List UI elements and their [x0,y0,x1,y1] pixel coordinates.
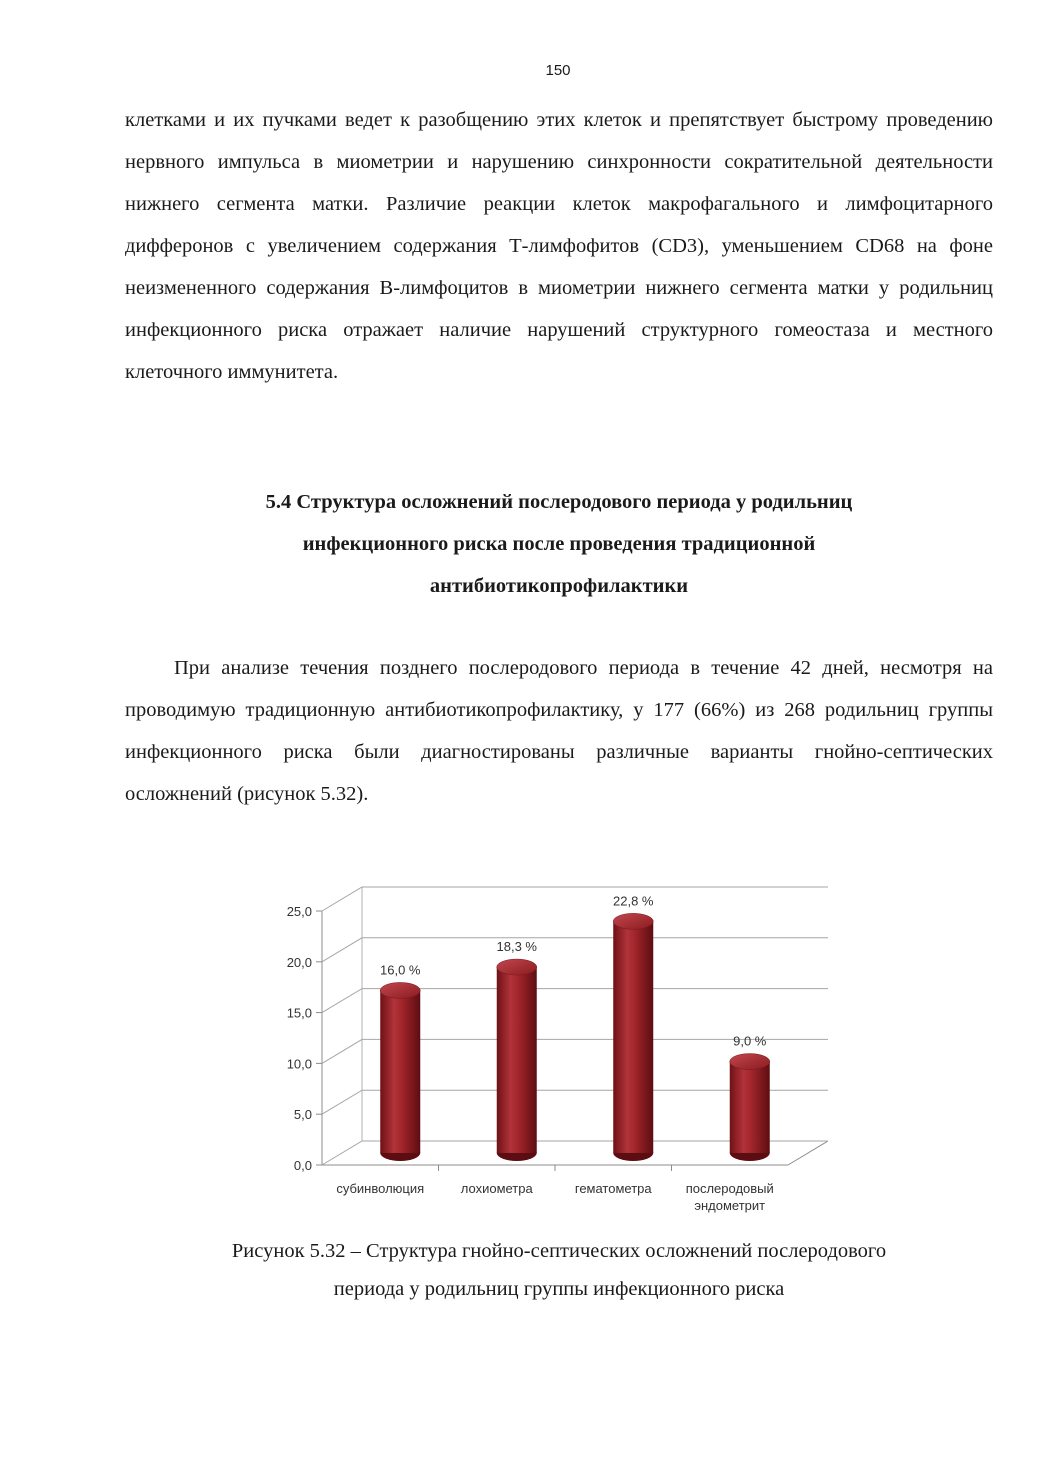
bar-data-label: 9,0 % [733,1033,767,1049]
bar-data-label: 16,0 % [380,962,421,978]
chart-bar [497,959,537,1161]
body-paragraph-2 [125,647,993,815]
y-tick-label: 0,0 [293,1158,312,1173]
section-heading [125,481,993,607]
y-tick-label: 10,0 [286,1056,312,1072]
bar-top [497,959,537,975]
bar-top [380,982,420,998]
gridline [322,938,828,962]
chart-bars [380,893,770,1161]
x-category-label: лохиометра [460,1181,533,1196]
floor-edge [788,1141,828,1165]
x-category-label: гематометра [574,1181,652,1196]
figure-caption [125,1232,993,1308]
heading-line-2: инфекционного риска после проведения традиционной [302,533,816,555]
bar-body [613,921,653,1153]
x-category-label: субинволюция [336,1181,425,1196]
y-tick-label: 15,0 [286,1005,312,1021]
chart-bar [380,982,420,1161]
caption-line-2: периода у родильниц группы инфекционного риска [333,1278,785,1300]
chart-bar [730,1054,770,1161]
bar-body [730,1062,770,1153]
y-tick-label: 25,0 [286,904,312,919]
bar-chart [0,860,1040,1230]
body-paragraph-1 [125,99,993,393]
y-tick-label: 20,0 [286,954,312,970]
bar-data-label: 22,8 % [613,893,654,909]
chart-x-axis [336,1181,773,1213]
gridline [322,887,828,911]
chart-bar [613,913,653,1161]
paragraph-text: клетками и их пучками ведет к разобщению этих клеток и препятствует быстрому проведению нервного импульса в миометрии и нарушению синхронности сократительной деятельности нижнего сегмента матки. Различие реакции клеток макрофагального и лимфоцитарного дифферонов с увеличением содержания Т-лимфофитов (CD3), уменьшением CD68 на фоне неизмененного содержания В-лимфоцитов в миометрии нижнего сегмента матки у родильниц инфекционного риска отражает наличие нарушений структурного гомеостаза и местного клеточного иммунитета. [125,109,993,383]
bar-top [730,1054,770,1070]
bar-body [380,990,420,1153]
caption-line-1: Рисунок 5.32 – Структура гнойно-септических осложнений послеродового [231,1240,887,1262]
chart-y-axis [287,904,322,1173]
chart-svg [0,860,1040,1230]
bar-top [613,913,653,929]
y-tick-label: 5,0 [293,1107,312,1123]
x-category-label: послеродовый эндометрит [685,1181,774,1213]
paragraph-text: При анализе течения позднего послеродового периода в течение 42 дней, несмотря на проводимую традиционную антибиотикопрофилактику, у 177 (66%) из 268 родильниц группы инфекционного риска были диагностированы различные варианты гнойно-септических осложнений (рисунок 5.32). [125,657,993,805]
heading-line-3: антибиотикопрофилактики [429,575,689,597]
heading-line-1: 5.4 Структура осложнений послеродового периода у родильниц [265,491,853,513]
bar-data-label: 18,3 % [496,939,537,955]
bar-body [497,967,537,1153]
page-number: 150 [545,62,571,79]
